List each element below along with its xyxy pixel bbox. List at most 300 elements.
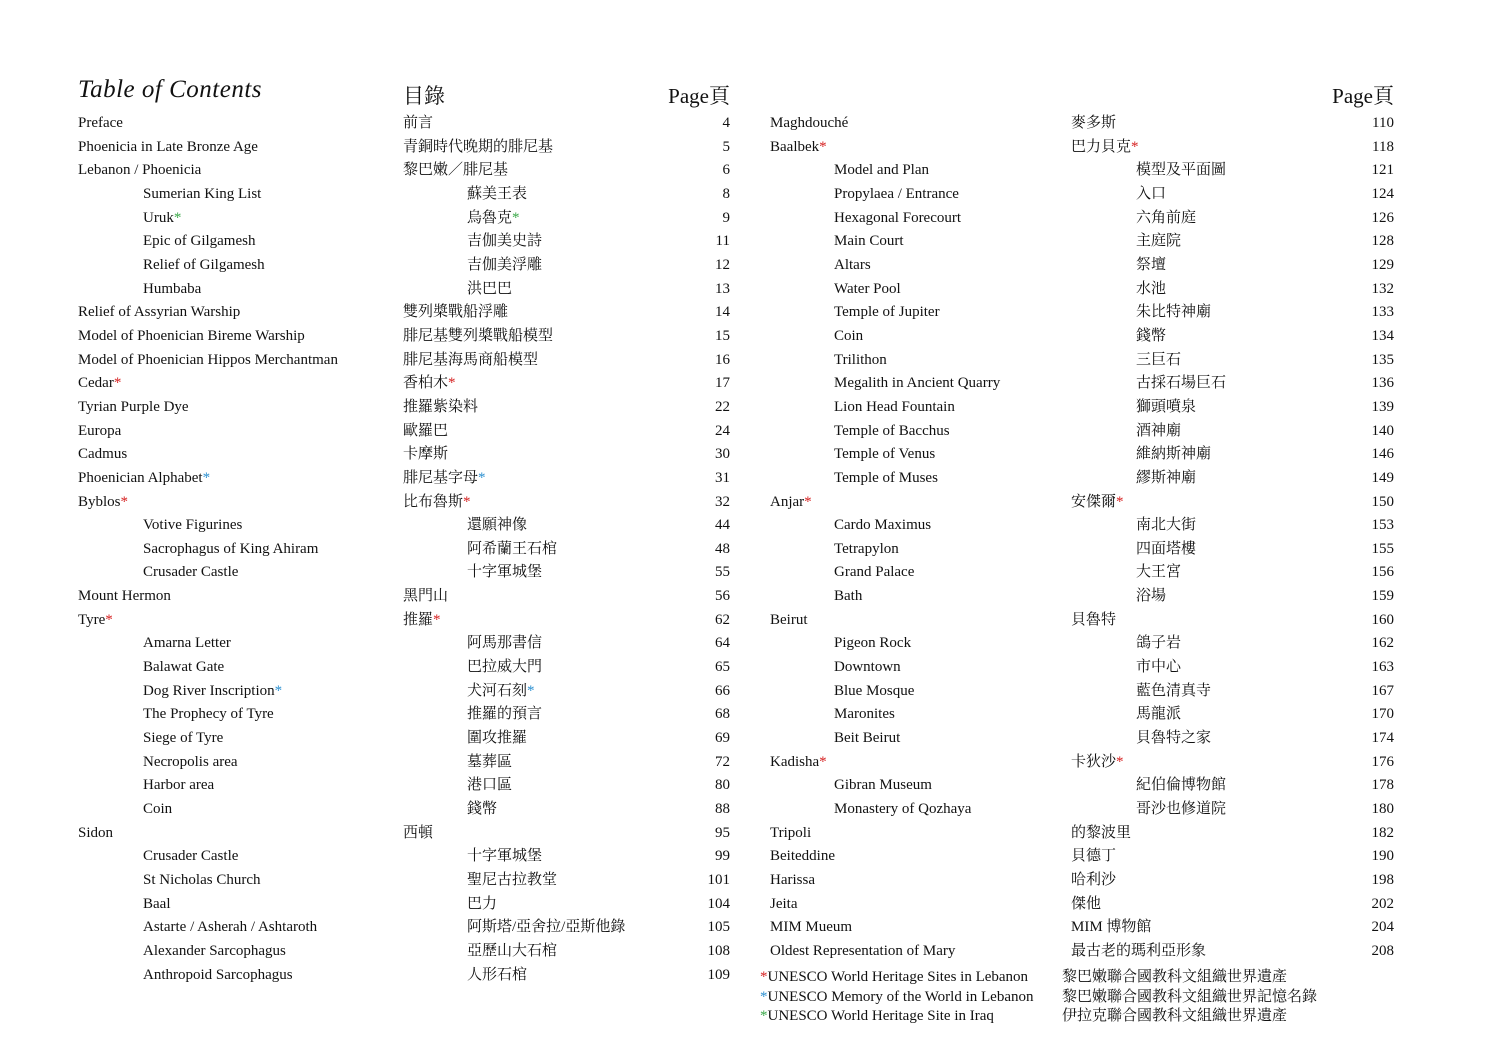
entry-title-cn: 墓葬區 [467, 753, 513, 770]
entry-title-cn: 祭壇 [1136, 256, 1167, 273]
page-number: 126 [1371, 209, 1394, 226]
entry-title-cn: 繆斯神廟 [1136, 469, 1197, 486]
page-number: 124 [1371, 185, 1394, 202]
toc-entry[interactable] [78, 112, 738, 136]
unesco-star-icon: * [105, 611, 113, 628]
page-number: 208 [1371, 942, 1394, 959]
toc-entry[interactable] [770, 325, 1430, 349]
entry-title-cn: 卡摩斯 [403, 446, 449, 463]
entry-title-en: Phoenician Alphabet* [78, 469, 211, 486]
entry-title-cn: 港口區 [467, 777, 513, 794]
unesco-star-icon: * [1116, 753, 1124, 770]
toc-entry[interactable] [770, 845, 1430, 869]
page-number: 6 [722, 162, 730, 179]
entry-title-en: Tyrian Purple Dye [78, 398, 189, 415]
page-number: 140 [1371, 422, 1394, 439]
unesco-star-icon: * [527, 682, 535, 699]
entry-title-en: Cadmus [78, 446, 128, 463]
entry-title-cn: 四面塔樓 [1136, 540, 1197, 557]
entry-title-en: Grand Palace [834, 564, 915, 581]
page-number: 180 [1371, 801, 1394, 818]
unesco-star-icon: * [760, 969, 768, 985]
entry-title-cn: 安傑爾* [1071, 493, 1124, 510]
entry-title-en: Jeita [770, 895, 798, 912]
entry-title-en: Lebanon / Phoenicia [78, 162, 202, 179]
page-number: 13 [715, 280, 730, 297]
toc-entry[interactable] [78, 964, 738, 988]
toc-entry[interactable] [78, 680, 738, 704]
page-number: 22 [715, 398, 730, 415]
toc-entry[interactable] [78, 656, 738, 680]
entry-title-cn: 六角前庭 [1136, 209, 1197, 226]
entry-title-cn: 人形石棺 [467, 966, 528, 983]
page-number: 198 [1371, 872, 1394, 888]
entry-title-en: Bath [834, 588, 863, 605]
toc-entry[interactable] [78, 632, 738, 656]
toc-entry[interactable] [770, 159, 1430, 183]
toc-entry[interactable] [770, 893, 1430, 917]
entry-title-cn: 卡狄沙* [1071, 753, 1124, 770]
toc-entry[interactable] [78, 822, 738, 846]
entry-title-en: Monastery of Qozhaya [834, 801, 972, 818]
page-number: 72 [715, 753, 730, 770]
entry-title-cn: 紀伯倫博物館 [1136, 777, 1227, 794]
page-number: 110 [1372, 115, 1394, 131]
entry-title-cn: 古採石場巨石 [1136, 375, 1227, 392]
legend-item [760, 988, 1400, 1008]
entry-title-cn: MIM 博物館 [1071, 919, 1152, 936]
toc-entry[interactable] [770, 632, 1430, 656]
legend-item [760, 1007, 1400, 1027]
toc-entry[interactable] [770, 443, 1430, 467]
entry-title-cn: 鴿子岩 [1136, 635, 1182, 652]
entry-title-en: Oldest Representation of Mary [770, 942, 956, 959]
toc-entry[interactable] [770, 230, 1430, 254]
toc-entry[interactable] [78, 514, 738, 538]
entry-title-en: Altars [834, 256, 871, 273]
entry-title-cn: 阿馬那書信 [467, 635, 543, 652]
entry-title-en: Necropolis area [143, 753, 238, 770]
page-number: 121 [1371, 162, 1394, 179]
toc-entry[interactable] [78, 207, 738, 231]
toc-entry[interactable] [78, 845, 738, 869]
entry-title-en: Relief of Assyrian Warship [78, 304, 241, 321]
entry-title-en: Coin [834, 327, 864, 344]
entry-title-cn: 馬龍派 [1136, 706, 1182, 723]
page-number: 88 [715, 801, 730, 818]
page-number: 9 [722, 209, 730, 226]
page-number: 62 [715, 611, 730, 628]
entry-title-cn: 維納斯神廟 [1136, 446, 1212, 463]
unesco-star-icon: * [804, 493, 812, 510]
toc-entry[interactable] [770, 467, 1430, 491]
entry-title-cn: 浴場 [1136, 588, 1167, 605]
entry-title-en: Model and Plan [834, 162, 929, 179]
entry-title-en: Temple of Venus [834, 446, 936, 463]
toc-left-column [78, 112, 738, 987]
toc-entry[interactable] [770, 656, 1430, 680]
entry-title-en: Crusader Castle [143, 848, 239, 865]
page-number: 12 [715, 256, 730, 273]
entry-title-en: Astarte / Asherah / Ashtaroth [143, 919, 318, 936]
entry-title-cn: 還願神像 [467, 517, 528, 534]
entry-title-en: Propylaea / Entrance [834, 185, 959, 202]
toc-entry[interactable] [770, 349, 1430, 373]
entry-title-en: Phoenicia in Late Bronze Age [78, 138, 258, 155]
page-number: 101 [707, 872, 730, 888]
toc-entry[interactable] [78, 751, 738, 775]
toc-entry[interactable] [770, 301, 1430, 325]
entry-title-en: Preface [78, 115, 123, 131]
toc-entry[interactable] [78, 159, 738, 183]
page-number: 24 [715, 422, 730, 439]
entry-title-en: The Prophecy of Tyre [143, 706, 274, 723]
toc-entry[interactable] [78, 774, 738, 798]
toc-entry[interactable] [78, 869, 738, 893]
toc-entry[interactable] [78, 443, 738, 467]
entry-title-cn: 最古老的瑪利亞形象 [1071, 942, 1207, 959]
page-number: 8 [722, 185, 730, 202]
unesco-star-icon: * [202, 469, 211, 486]
entry-title-en: Gibran Museum [834, 777, 932, 794]
unesco-star-icon: * [448, 375, 456, 392]
chinese-title: 目錄 [403, 84, 445, 108]
entry-title-cn: 獅頭噴泉 [1136, 398, 1197, 415]
entry-title-en: Blue Mosque [834, 682, 915, 699]
page-number: 150 [1371, 493, 1394, 510]
entry-title-cn: 哥沙也修道院 [1136, 801, 1227, 818]
entry-title-cn: 貝魯特 [1071, 611, 1117, 628]
unesco-star-icon: * [1131, 138, 1139, 155]
page-number: 32 [715, 493, 730, 510]
page-number: 65 [715, 659, 730, 676]
entry-title-en: Dog River Inscription* [143, 682, 283, 699]
toc-entry[interactable] [78, 136, 738, 160]
page-number: 129 [1371, 256, 1394, 273]
entry-title-en: Baal [143, 895, 171, 912]
page-number: 99 [715, 848, 730, 865]
toc-entry[interactable] [78, 278, 738, 302]
entry-title-cn: 前言 [403, 115, 434, 131]
page-header-left: Page頁 [668, 84, 730, 108]
page-number: 163 [1371, 659, 1394, 676]
entry-title-cn: 錢幣 [467, 801, 498, 818]
entry-title-cn: 模型及平面圖 [1136, 162, 1227, 179]
entry-title-cn: 巴拉威大門 [467, 659, 543, 676]
toc-entry[interactable] [78, 420, 738, 444]
unesco-star-icon: * [478, 469, 486, 486]
toc-entry[interactable] [770, 420, 1430, 444]
entry-title-en: Alexander Sarcophagus [143, 942, 286, 959]
entry-title-cn: 吉伽美史詩 [467, 233, 543, 250]
entry-title-cn: 大王宮 [1136, 564, 1182, 581]
entry-title-en: Uruk* [143, 209, 182, 226]
page-number: 14 [715, 304, 730, 321]
toc-entry[interactable] [770, 869, 1430, 893]
toc-entry[interactable] [78, 230, 738, 254]
toc-title: Table of Contents [78, 76, 262, 103]
entry-title-cn: 推羅* [403, 611, 441, 628]
page-number: 135 [1371, 351, 1394, 368]
entry-title-en: Votive Figurines [143, 517, 243, 534]
entry-title-cn: 吉伽美浮雕 [467, 256, 543, 273]
toc-entry[interactable] [770, 514, 1430, 538]
legend-item [760, 968, 1400, 988]
entry-title-en: Anthropoid Sarcophagus [143, 966, 293, 983]
toc-entry[interactable] [770, 136, 1430, 160]
entry-title-en: Tripoli [770, 824, 812, 841]
page-number: 4 [722, 115, 730, 131]
page-number: 30 [715, 446, 730, 463]
page-number: 105 [707, 919, 730, 936]
toc-entry[interactable] [78, 561, 738, 585]
entry-title-cn: 歐羅巴 [403, 422, 449, 439]
toc-entry[interactable] [770, 751, 1430, 775]
entry-title-en: Beiteddine [770, 848, 835, 865]
legend-label-en: *UNESCO World Heritage Sites in Lebanon [760, 969, 1029, 985]
page-number: 11 [715, 233, 730, 250]
toc-entry[interactable] [78, 916, 738, 940]
page-number: 104 [707, 895, 730, 912]
entry-title-en: Tyre* [78, 611, 113, 628]
entry-title-cn: 香柏木* [403, 375, 456, 392]
entry-title-en: Harissa [770, 872, 815, 888]
entry-title-cn: 哈利沙 [1071, 872, 1117, 888]
toc-entry[interactable] [78, 491, 738, 515]
entry-title-cn: 圍攻推羅 [467, 730, 528, 747]
page-number: 17 [715, 375, 730, 392]
entry-title-en: Cardo Maximus [834, 517, 932, 534]
entry-title-cn: 洪巴巴 [467, 280, 513, 297]
toc-entry[interactable] [770, 680, 1430, 704]
entry-title-en: Harbor area [143, 777, 215, 794]
entry-title-en: Trilithon [834, 351, 887, 368]
entry-title-cn: 雙列槳戰船浮雕 [403, 304, 509, 321]
entry-title-cn: 西頓 [403, 824, 434, 841]
toc-entry[interactable] [78, 349, 738, 373]
entry-title-cn: 主庭院 [1136, 233, 1182, 250]
entry-title-cn: 比布魯斯* [403, 493, 471, 510]
toc-entry[interactable] [770, 798, 1430, 822]
toc-entry[interactable] [770, 561, 1430, 585]
entry-title-cn: 錢幣 [1136, 327, 1167, 344]
toc-entry[interactable] [78, 372, 738, 396]
toc-entry[interactable] [770, 774, 1430, 798]
toc-entry[interactable] [770, 207, 1430, 231]
entry-title-cn: 聖尼古拉教堂 [467, 872, 558, 888]
toc-entry[interactable] [770, 822, 1430, 846]
toc-entry[interactable] [78, 585, 738, 609]
entry-title-en: Temple of Bacchus [834, 422, 950, 439]
entry-title-cn: 巴力 [467, 895, 498, 912]
toc-entry[interactable] [78, 254, 738, 278]
entry-title-en: Sumerian King List [143, 185, 262, 202]
page-number: 55 [715, 564, 730, 581]
entry-title-cn: 十字軍城堡 [467, 848, 543, 865]
toc-entry[interactable] [78, 325, 738, 349]
page-number: 174 [1371, 730, 1394, 747]
toc-entry[interactable] [770, 396, 1430, 420]
toc-entry[interactable] [770, 254, 1430, 278]
page-number: 153 [1371, 517, 1394, 534]
legend-label-cn: 伊拉克聯合國教科文組織世界遺產 [1062, 1008, 1288, 1024]
unesco-star-icon: * [463, 493, 471, 510]
page-number: 132 [1371, 280, 1394, 297]
entry-title-cn: 蘇美王表 [467, 185, 528, 202]
page-number: 66 [715, 682, 730, 699]
entry-title-en: Beirut [770, 611, 808, 628]
page-number: 156 [1371, 564, 1394, 581]
page-number: 178 [1371, 777, 1394, 794]
toc-entry[interactable] [78, 727, 738, 751]
page-number: 134 [1371, 327, 1394, 344]
entry-title-cn: 市中心 [1136, 659, 1182, 676]
entry-title-cn: 黑門山 [403, 588, 449, 605]
toc-right-column [770, 112, 1430, 964]
entry-title-cn: 推羅的預言 [467, 706, 543, 723]
page-number: 80 [715, 777, 730, 794]
page-number: 48 [715, 540, 730, 557]
entry-title-en: Humbaba [143, 280, 202, 297]
toc-entry[interactable] [770, 538, 1430, 562]
unesco-star-icon: * [173, 209, 182, 226]
unesco-star-icon: * [819, 753, 827, 770]
legend-label-cn: 黎巴嫩聯合國教科文組織世界遺產 [1062, 969, 1288, 985]
toc-entry[interactable] [770, 609, 1430, 633]
entry-title-cn: 黎巴嫩／腓尼基 [403, 162, 509, 179]
entry-title-cn: 亞歷山大石棺 [467, 942, 558, 959]
page-number: 160 [1371, 611, 1394, 628]
entry-title-en: Europa [78, 422, 122, 439]
entry-title-en: Epic of Gilgamesh [143, 233, 256, 250]
toc-entry[interactable] [770, 916, 1430, 940]
unesco-star-icon: * [1116, 493, 1124, 510]
page-number: 133 [1371, 304, 1394, 321]
legend-label-en: *UNESCO Memory of the World in Lebanon [760, 988, 1034, 1005]
toc-entry[interactable] [78, 538, 738, 562]
page-number: 204 [1371, 919, 1394, 936]
entry-title-en: Crusader Castle [143, 564, 239, 581]
legend [760, 968, 1400, 1027]
toc-entry[interactable] [770, 372, 1430, 396]
entry-title-en: Anjar* [770, 493, 812, 510]
page-number: 170 [1371, 706, 1394, 723]
entry-title-cn: 烏魯克* [467, 209, 520, 226]
entry-title-en: St Nicholas Church [143, 872, 261, 888]
entry-title-cn: 腓尼基海馬商船模型 [403, 351, 539, 368]
toc-entry[interactable] [78, 703, 738, 727]
toc-entry[interactable] [78, 467, 738, 491]
legend-label-cn: 黎巴嫩聯合國教科文組織世界記憶名錄 [1062, 988, 1318, 1005]
entry-title-cn: 藍色清真寺 [1136, 682, 1212, 699]
entry-title-en: Maronites [834, 706, 895, 723]
entry-title-en: Beit Beirut [834, 730, 901, 747]
toc-entry[interactable] [770, 112, 1430, 136]
unesco-star-icon: * [760, 988, 768, 1005]
page-number: 167 [1371, 682, 1394, 699]
page-number: 159 [1371, 588, 1394, 605]
page-number: 64 [715, 635, 730, 652]
entry-title-en: Main Court [834, 233, 904, 250]
entry-title-en: Maghdouché [770, 115, 849, 131]
entry-title-cn: 阿希蘭王石棺 [467, 540, 558, 557]
page-number: 68 [715, 706, 730, 723]
page-number: 162 [1371, 635, 1394, 652]
entry-title-cn: 三巨石 [1136, 351, 1182, 368]
toc-entry[interactable] [770, 183, 1430, 207]
entry-title-en: Cedar* [78, 375, 122, 392]
toc-entry[interactable] [78, 301, 738, 325]
entry-title-cn: 傑他 [1071, 895, 1102, 912]
entry-title-en: Megalith in Ancient Quarry [834, 375, 1001, 392]
page-number: 56 [715, 588, 730, 605]
entry-title-en: Coin [143, 801, 173, 818]
page-number: 128 [1371, 233, 1394, 250]
unesco-star-icon: * [760, 1008, 768, 1024]
toc-entry[interactable] [770, 491, 1430, 515]
toc-entry[interactable] [770, 703, 1430, 727]
unesco-star-icon: * [274, 682, 283, 699]
entry-title-cn: 南北大街 [1136, 517, 1197, 534]
entry-title-en: Hexagonal Forecourt [834, 209, 962, 226]
entry-title-en: Model of Phoenician Hippos Merchantman [78, 351, 338, 368]
toc-entry[interactable] [78, 940, 738, 964]
page-number: 202 [1371, 895, 1394, 912]
page-number: 95 [715, 824, 730, 841]
page-number: 155 [1371, 540, 1394, 557]
unesco-star-icon: * [512, 209, 520, 226]
entry-title-en: Amarna Letter [143, 635, 231, 652]
toc-entry[interactable] [78, 798, 738, 822]
entry-title-en: Baalbek* [770, 138, 827, 155]
toc-entry[interactable] [770, 727, 1430, 751]
entry-title-en: Relief of Gilgamesh [143, 256, 265, 273]
page-number: 31 [715, 469, 730, 486]
legend-label-en: *UNESCO World Heritage Site in Iraq [760, 1008, 994, 1024]
toc-entry[interactable] [770, 585, 1430, 609]
entry-title-cn: 青銅時代晚期的腓尼基 [403, 138, 554, 155]
page-number: 190 [1371, 848, 1394, 865]
page-number: 136 [1371, 375, 1394, 392]
page-number: 139 [1371, 398, 1394, 415]
entry-title-en: MIM Mueum [770, 919, 853, 936]
entry-title-cn: 朱比特神廟 [1136, 304, 1212, 321]
entry-title-en: Water Pool [834, 280, 901, 297]
page-number: 108 [707, 942, 730, 959]
toc-entry[interactable] [78, 893, 738, 917]
toc-entry[interactable] [78, 183, 738, 207]
toc-entry[interactable] [78, 396, 738, 420]
entry-title-en: Pigeon Rock [834, 635, 912, 652]
entry-title-en: Temple of Muses [834, 469, 938, 486]
entry-title-en: Downtown [834, 659, 901, 676]
unesco-star-icon: * [113, 375, 122, 392]
page-number: 149 [1371, 469, 1394, 486]
page-header-right: Page頁 [1332, 84, 1394, 108]
entry-title-en: Model of Phoenician Bireme Warship [78, 327, 305, 344]
entry-title-cn: 阿斯塔/亞舍拉/亞斯他錄 [467, 919, 626, 936]
toc-entry[interactable] [770, 940, 1430, 964]
toc-entry[interactable] [770, 278, 1430, 302]
unesco-star-icon: * [433, 611, 441, 628]
toc-entry[interactable] [78, 609, 738, 633]
page-number: 5 [722, 138, 730, 155]
unesco-star-icon: * [819, 138, 827, 155]
entry-title-cn: 犬河石刻* [467, 682, 535, 699]
entry-title-en: Temple of Jupiter [834, 304, 940, 321]
entry-title-en: Mount Hermon [78, 588, 171, 605]
entry-title-cn: 腓尼基字母* [403, 469, 486, 486]
